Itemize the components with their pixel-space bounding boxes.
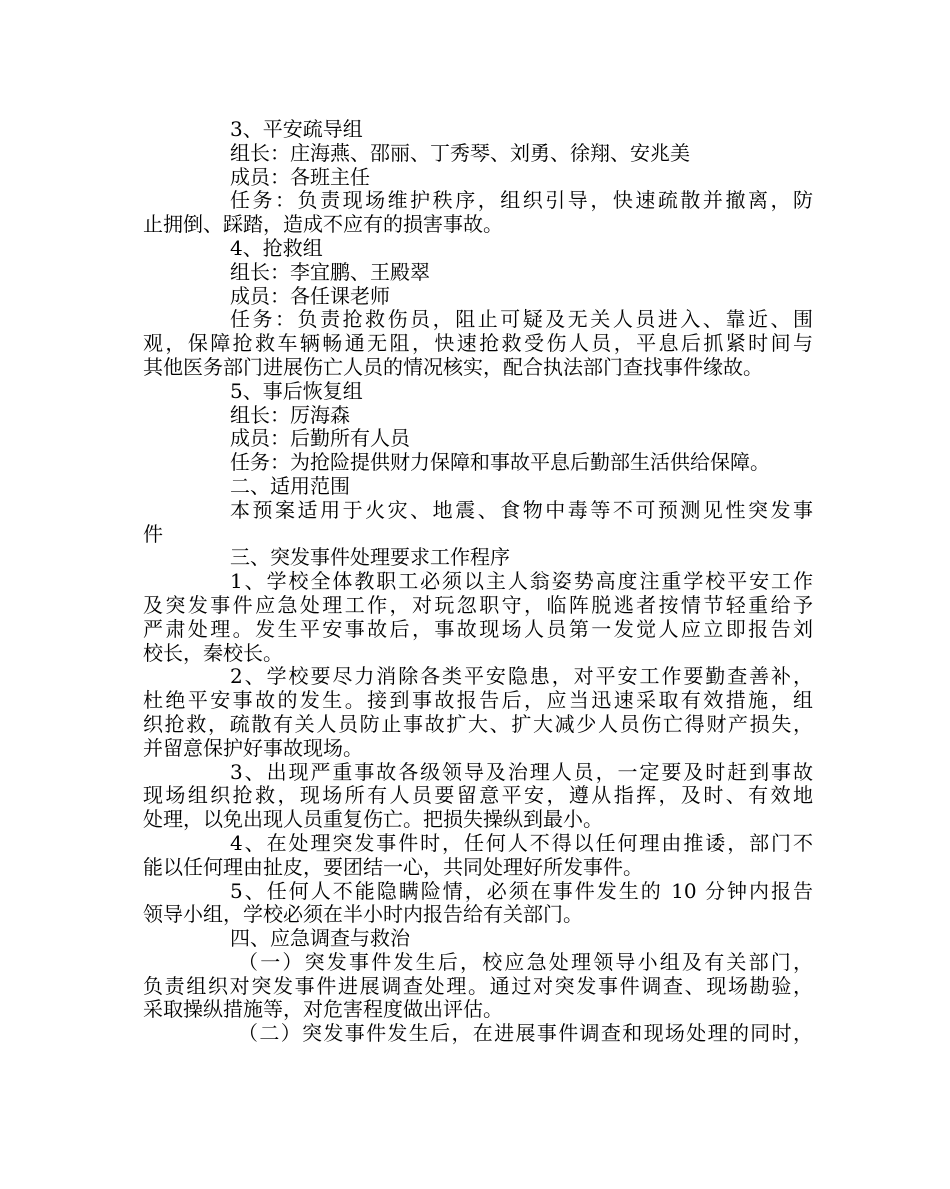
heading-rescue-group: 4、抢救组	[230, 235, 323, 260]
paragraph-line: 负责组织对突发事件进展调查处理。通过对突发事件调查、现场勘验，	[143, 973, 813, 998]
heading-investigation-rescue: 四、应急调查与救治	[230, 926, 410, 951]
paragraph-line: 组长：李宜鹏、王殿翠	[230, 259, 430, 284]
paragraph-line: 1、学校全体教职工必须以主人翁姿势高度注重学校平安工作	[230, 569, 813, 594]
paragraph-line: （一）突发事件发生后，校应急处理领导小组及有关部门，	[238, 949, 813, 974]
paragraph-line: 本预案适用于火灾、地震、食物中毒等不可预测见性突发事	[230, 497, 813, 522]
paragraph-line: 严肃处理。发生平安事故后，事故现场人员第一发觉人应立即报告刘	[143, 616, 813, 641]
paragraph-line: 组长：厉海森	[230, 402, 350, 427]
paragraph-line: 成员：各班主任	[230, 164, 370, 189]
paragraph-line: 任务：负责抢救伤员，阻止可疑及无关人员进入、靠近、围	[230, 307, 813, 332]
paragraph-line: 4、在处理突发事件时，任何人不得以任何理由推诿，部门不	[230, 830, 813, 855]
paragraph-line: 件	[143, 521, 163, 546]
paragraph-line: 现场组织抢救，现场所有人员要留意平安，遵从指挥，及时、有效地	[143, 783, 813, 808]
paragraph-line: 成员：后勤所有人员	[230, 426, 410, 451]
paragraph-line: 及突发事件应急处理工作，对玩忽职守，临阵脱逃者按情节轻重给予	[143, 592, 813, 617]
heading-recovery-group: 5、事后恢复组	[230, 378, 363, 403]
document-body	[143, 118, 813, 1046]
paragraph-line: 任务：为抢险提供财力保障和事故平息后勤部生活供给保障。	[230, 450, 770, 475]
paragraph-line: 并留意保护好事故现场。	[143, 735, 363, 760]
paragraph-line: 校长，秦校长。	[143, 640, 283, 665]
paragraph-line: 处理，以免出现人员重复伤亡。把损失操纵到最小。	[143, 807, 603, 832]
paragraph-line: 其他医务部门进展伤亡人员的情况核实，配合执法部门查找事件缘故。	[143, 354, 763, 379]
paragraph-line: 组长：庄海燕、邵丽、丁秀琴、刘勇、徐翔、安兆美	[230, 140, 690, 165]
paragraph-line: 观，保障抢救车辆畅通无阻，快速抢救受伤人员，平息后抓紧时间与	[143, 331, 813, 356]
paragraph-line: 止拥倒、踩踏，造成不应有的损害事故。	[143, 212, 503, 237]
paragraph-line: 杜绝平安事故的发生。接到事故报告后，应当迅速采取有效措施，组	[143, 688, 813, 713]
paragraph-line: 采取操纵措施等，对危害程度做出评估。	[143, 997, 503, 1022]
paragraph-line: 5、任何人不能隐瞒险情，必须在事件发生的 10 分钟内报告	[230, 878, 813, 903]
paragraph-line: 任务：负责现场维护秩序，组织引导，快速疏散并撤离，防	[230, 188, 813, 213]
heading-scope: 二、适用范围	[230, 473, 350, 498]
heading-safety-evacuation-group: 3、平安疏导组	[230, 117, 363, 141]
heading-procedures: 三、突发事件处理要求工作程序	[230, 545, 510, 570]
paragraph-line: 领导小组，学校必须在半小时内报告给有关部门。	[143, 902, 583, 927]
paragraph-line: 成员：各任课老师	[230, 283, 390, 308]
paragraph-line: 2、学校要尽力消除各类平安隐患，对平安工作要勤查善补，	[230, 664, 813, 689]
paragraph-line: （二）突发事件发生后，在进展事件调查和现场处理的同时，	[238, 1021, 813, 1046]
paragraph-line: 3、出现严重事故各级领导及治理人员，一定要及时赶到事故	[230, 759, 813, 784]
paragraph-line: 织抢救，疏散有关人员防止事故扩大、扩大减少人员伤亡得财产损失，	[143, 711, 813, 736]
paragraph-line: 能以任何理由扯皮，要团结一心，共同处理好所发事件。	[143, 854, 643, 879]
